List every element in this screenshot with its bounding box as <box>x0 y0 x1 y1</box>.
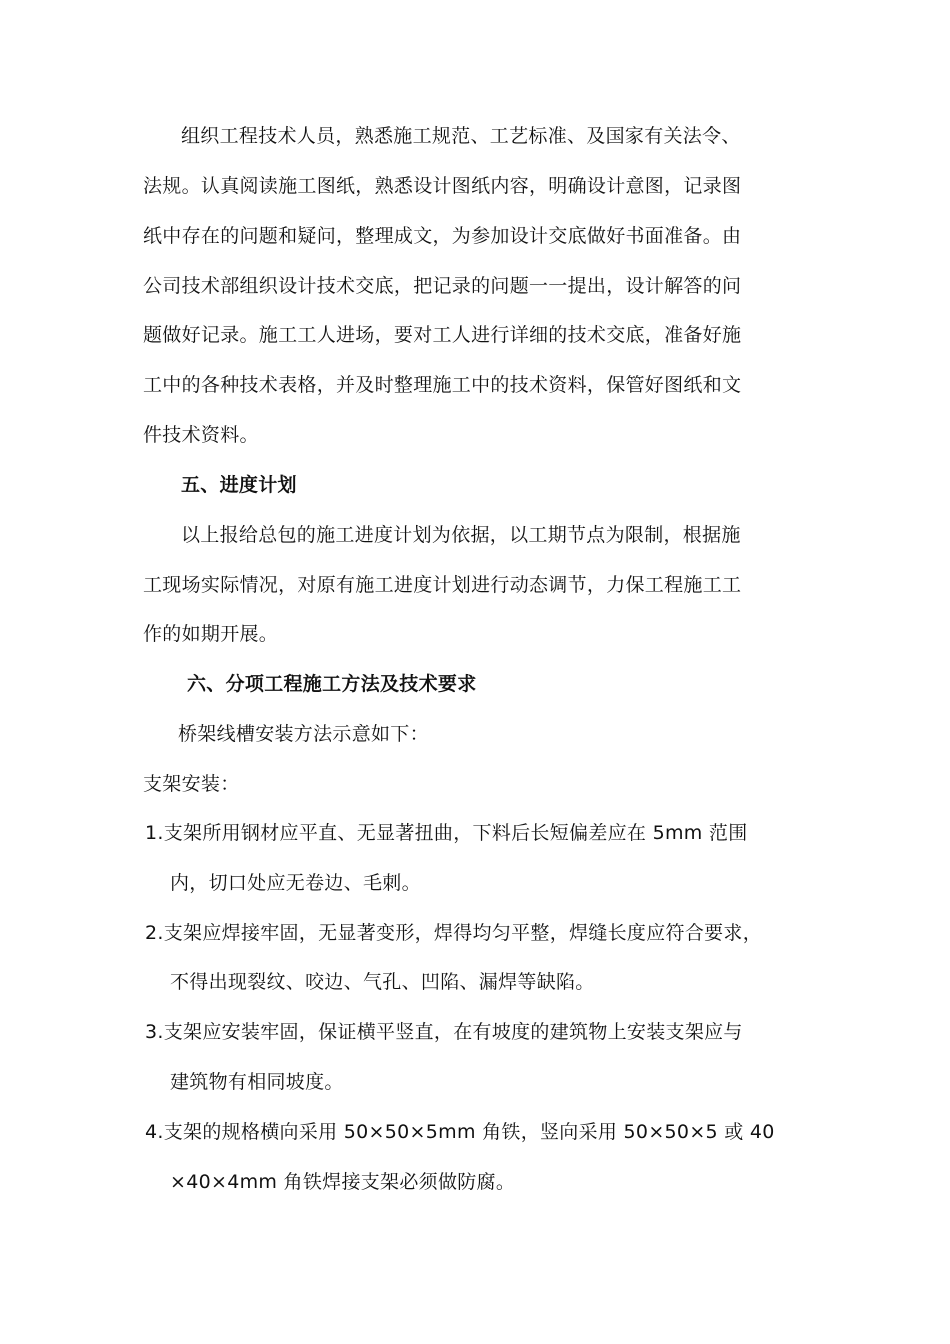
paragraph-line: 法规。认真阅读施工图纸，熟悉设计图纸内容，明确设计意图，记录图 <box>143 175 742 197</box>
paragraph-line: 公司技术部组织设计技术交底，把记录的问题一一提出，设计解答的问 <box>143 275 742 297</box>
list-item: 1.支架所用钢材应平直、无显著扭曲，下料后长短偏差应在 5mm 范围 <box>145 822 748 844</box>
list-item: 3.支架应安装牢固，保证横平竖直，在有坡度的建筑物上安装支架应与 <box>145 1021 743 1043</box>
paragraph-line: 纸中存在的问题和疑问，整理成文，为参加设计交底做好书面准备。由 <box>143 225 742 247</box>
list-item-continuation: 建筑物有相同坡度。 <box>170 1071 344 1093</box>
section-heading: 六、分项工程施工方法及技术要求 <box>187 673 477 695</box>
list-item-continuation: 不得出现裂纹、咬边、气孔、凹陷、漏焊等缺陷。 <box>170 971 595 993</box>
list-item-continuation: ×40×4mm 角铁焊接支架必须做防腐。 <box>170 1171 516 1193</box>
intro-line: 桥架线槽安装方法示意如下： <box>178 723 429 745</box>
paragraph-line: 组织工程技术人员，熟悉施工规范、工艺标准、及国家有关法令、 <box>181 125 741 147</box>
paragraph-line: 件技术资料。 <box>143 424 259 446</box>
paragraph-line: 题做好记录。施工工人进场，要对工人进行详细的技术交底，准备好施 <box>143 324 742 346</box>
paragraph-line: 以上报给总包的施工进度计划为依据，以工期节点为限制，根据施 <box>181 524 741 546</box>
subheading: 支架安装： <box>143 773 240 795</box>
paragraph-line: 工中的各种技术表格，并及时整理施工中的技术资料，保管好图纸和文 <box>143 374 742 396</box>
paragraph-line: 作的如期开展。 <box>143 623 279 645</box>
paragraph-line: 工现场实际情况，对原有施工进度计划进行动态调节，力保工程施工工 <box>143 574 742 596</box>
section-heading: 五、进度计划 <box>181 474 297 496</box>
list-item-continuation: 内，切口处应无卷边、毛刺。 <box>170 872 421 894</box>
list-item: 4.支架的规格横向采用 50×50×5mm 角铁，竖向采用 50×50×5 或 40 <box>145 1121 775 1143</box>
list-item: 2.支架应焊接牢固，无显著变形，焊得均匀平整，焊缝长度应符合要求， <box>145 922 763 944</box>
